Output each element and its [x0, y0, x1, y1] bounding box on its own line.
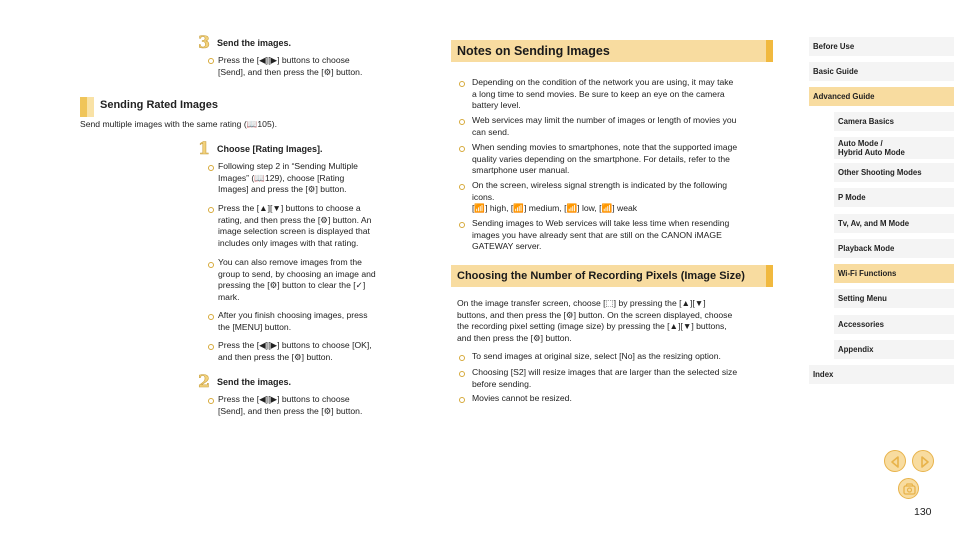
pixels-description: On the image transfer screen, choose [⬚] by pressing the [▲][▼] buttons, and then press the [⚙] button. On the screen displayed, choose the recording pixel setting (image size) by pressing the [▲][▼] buttons, and then press the [⚙] button. [457, 298, 733, 343]
page-number: 130 [914, 506, 932, 518]
sidebar-item-advanced-guide[interactable]: Advanced Guide [809, 87, 954, 106]
bullet-icon [208, 165, 214, 171]
sidebar-item-setting-menu[interactable]: Setting Menu [834, 289, 954, 308]
bullet-icon [459, 355, 465, 361]
bullet-icon [459, 146, 465, 152]
step-title: Send the images. [217, 38, 292, 48]
note-text: Depending on the condition of the network you are using, it may take a long time to send movies. Be sure to keep an eye on the camera battery level. [472, 77, 734, 110]
bullet-icon [459, 184, 465, 190]
sidebar-item-auto-mode[interactable]: Auto Mode / Hybrid Auto Mode [834, 137, 954, 159]
step-text: Following step 2 in “Sending Multiple Images” (📖129), choose [Rating Images] and press the [⚙] button. [218, 161, 358, 194]
bullet-icon [208, 344, 214, 350]
pixels-text: Choosing [S2] will resize images that are larger than the selected size before sending. [472, 367, 738, 389]
step-text: Press the [▲][▼] buttons to choose a rating, and then press the [⚙] button. An image selection screen is displayed that includes only images with that rating. [218, 203, 372, 248]
bullet-icon [208, 398, 214, 404]
bullet-icon [459, 81, 465, 87]
note-text: On the screen, wireless signal strength is indicated by the following icons. [📶] high, [📶] medium, [📶] low, [📶] weak [472, 180, 728, 213]
bullet-icon [459, 397, 465, 403]
step-number-3: 3 [198, 33, 210, 53]
bullet-icon [208, 262, 214, 268]
bullet-icon [208, 58, 214, 64]
bullet-icon [208, 314, 214, 320]
step-number-1: 1 [198, 139, 210, 159]
bullet-icon [459, 371, 465, 377]
sidebar-item-other-shooting-modes[interactable]: Other Shooting Modes [834, 163, 954, 182]
sidebar-item-p-mode[interactable]: P Mode [834, 188, 954, 207]
home-icon[interactable] [898, 478, 919, 499]
section-marker-icon [80, 97, 94, 117]
step-text: Press the [◀][▶] buttons to choose [OK], and then press the [⚙] button. [218, 340, 372, 362]
section-title: Sending Rated Images [100, 99, 218, 111]
sidebar-item-wifi-functions[interactable]: Wi-Fi Functions [834, 264, 954, 283]
sidebar-item-basic-guide[interactable]: Basic Guide [809, 62, 954, 81]
step-number-2: 2 [198, 372, 210, 392]
sidebar-item-playback-mode[interactable]: Playback Mode [834, 239, 954, 258]
step-title: Choose [Rating Images]. [217, 144, 323, 154]
section-description: Send multiple images with the same rating (📖105). [80, 119, 277, 129]
sidebar-item-appendix[interactable]: Appendix [834, 340, 954, 359]
step-text: After you finish choosing images, press the [MENU] button. [218, 310, 368, 332]
note-text: When sending movies to smartphones, note that the supported image quality varies depending on the smartphone. For details, refer to the smartphone user manual. [472, 142, 738, 175]
sidebar-item-index[interactable]: Index [809, 365, 954, 384]
step-text: Press the [◀][▶] buttons to choose [Send], and then press the [⚙] button. [218, 55, 363, 77]
bullet-icon [459, 119, 465, 125]
prev-page-icon[interactable] [884, 450, 906, 472]
bullet-icon [208, 207, 214, 213]
sidebar-item-camera-basics[interactable]: Camera Basics [834, 112, 954, 131]
pixels-text: Movies cannot be resized. [472, 393, 572, 403]
note-text: Sending images to Web services will take less time when resending images you have already sent that are still on the CANON iMAGE GATEWAY server. [472, 218, 730, 251]
step-text: Press the [◀][▶] buttons to choose [Send], and then press the [⚙] button. [218, 394, 363, 416]
pixels-text: To send images at original size, select [No] as the resizing option. [472, 351, 721, 361]
sidebar-item-accessories[interactable]: Accessories [834, 315, 954, 334]
notes-heading: Notes on Sending Images [451, 40, 773, 62]
note-text: Web services may limit the number of images or length of movies you can send. [472, 115, 737, 137]
step-title: Send the images. [217, 377, 292, 387]
bullet-icon [459, 222, 465, 228]
next-page-icon[interactable] [912, 450, 934, 472]
step-text: You can also remove images from the group to send, by choosing an image and pressing the [⚙] button to clear the [✓] mark. [218, 257, 376, 302]
sidebar-item-before-use[interactable]: Before Use [809, 37, 954, 56]
sidebar-item-tv-av-m-mode[interactable]: Tv, Av, and M Mode [834, 214, 954, 233]
pixels-heading: Choosing the Number of Recording Pixels (Image Size) [451, 265, 773, 287]
